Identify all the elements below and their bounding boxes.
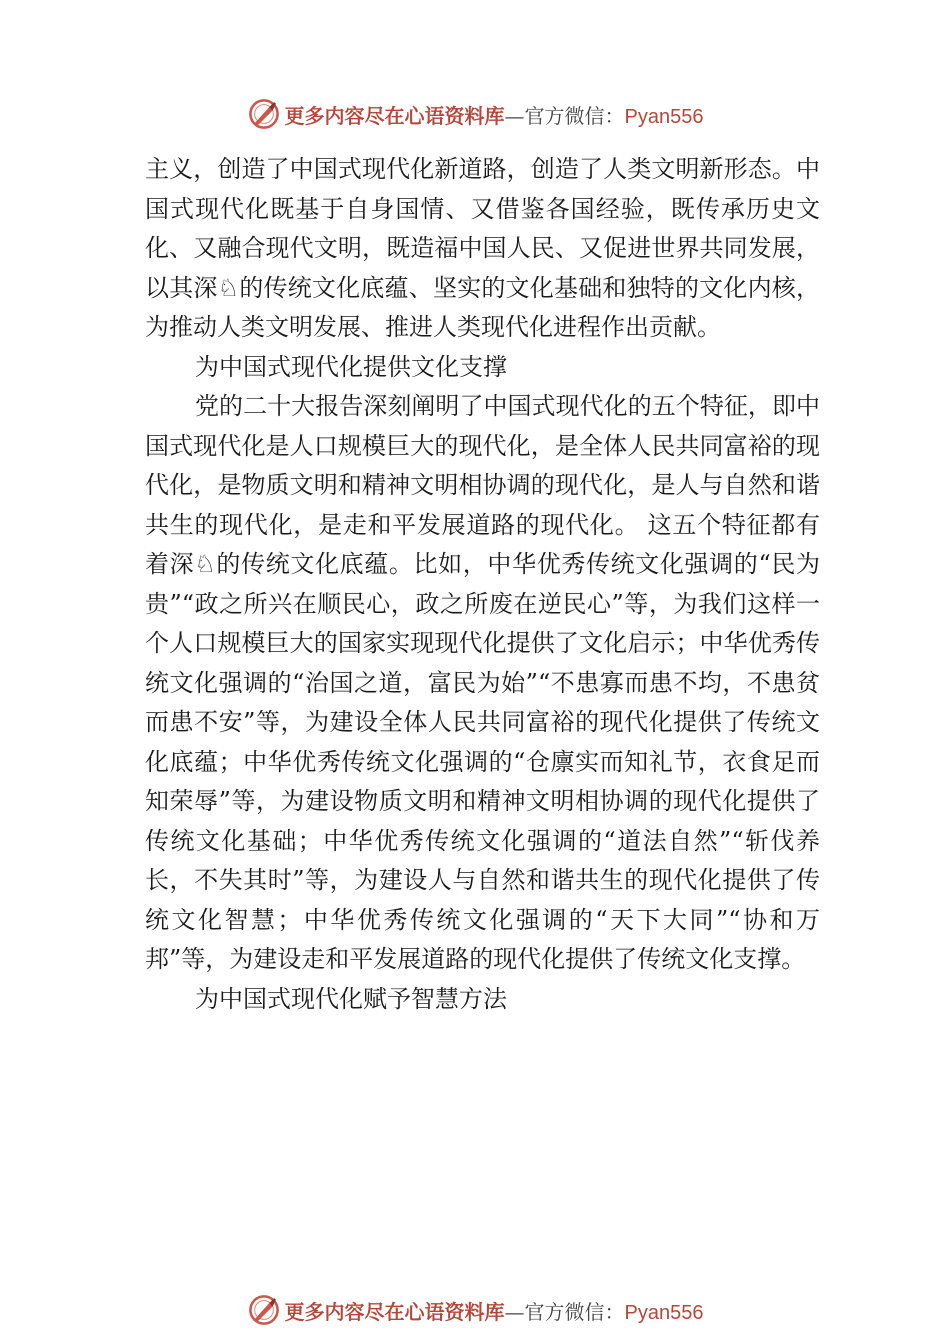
banner-wechat-handle: Pyan556 bbox=[624, 105, 704, 128]
banner-wechat-handle: Pyan556 bbox=[624, 1301, 704, 1324]
banner-text bbox=[285, 100, 704, 129]
document-body bbox=[145, 150, 820, 1019]
banner-sub-text: —官方微信： bbox=[504, 1299, 625, 1324]
footer-banner bbox=[0, 1290, 950, 1330]
pen-nib-seal-icon bbox=[247, 1293, 281, 1327]
paragraph-five-features: 党的二十大报告深刻阐明了中国式现代化的五个特征，即中国式现代化是人口规模巨大的现代化，是全体人民共同富裕的现代化，是物质文明和精神文明相协调的现代化，是人与自然和谐共生的现代化，是走和平发展道路的现代化。 这五个特征都有着深♘的传统文化底蕴。比如，中华优秀传统文化强调的“民为贵”“政之所兴在顺民心，政之所废在逆民心”等，为我们这样一个人口规模巨大的国家实现现代化提供了文化启示；中华优秀传统文化强调的“治国之道，富民为始”“不患寡而患不均，不患贫而患不安”等，为建设全体人民共同富裕的现代化提供了传统文化底蕴；中华优秀传统文化强调的“仓廪实而知礼节，衣食足而知荣辱”等，为建设物质文明和精神文明相协调的现代化提供了传统文化基础；中华优秀传统文化强调的“道法自然”“斩伐养长，不失其时”等，为建设人与自然和谐共生的现代化提供了传统文化智慧；中华优秀传统文化强调的“天下大同”“协和万邦”等，为建设走和平发展道路的现代化提供了传统文化支撑。 bbox=[145, 392, 820, 973]
section-heading-cultural-support: 为中国式现代化提供文化支撑 bbox=[195, 352, 507, 381]
section-heading-wisdom-methods: 为中国式现代化赋予智慧方法 bbox=[195, 984, 507, 1013]
pen-nib-seal-icon bbox=[247, 97, 281, 131]
header-banner bbox=[0, 94, 950, 134]
banner-main-text: 更多内容尽在心语资料库 bbox=[284, 103, 505, 128]
banner-text bbox=[285, 1296, 704, 1325]
banner-sub-text: —官方微信： bbox=[504, 103, 625, 128]
paragraph-intro: 主义，创造了中国式现代化新道路，创造了人类文明新形态。中国式现代化既基于自身国情、又借鉴各国经验，既传承历史文化、又融合现代文明，既造福中国人民、又促进世界共同发展，以其深♘的传统文化底蕴、坚实的文化基础和独特的文化内核，为推动人类文明发展、推进人类现代化进程作出贡献。 bbox=[145, 155, 820, 341]
banner-main-text: 更多内容尽在心语资料库 bbox=[284, 1299, 505, 1324]
